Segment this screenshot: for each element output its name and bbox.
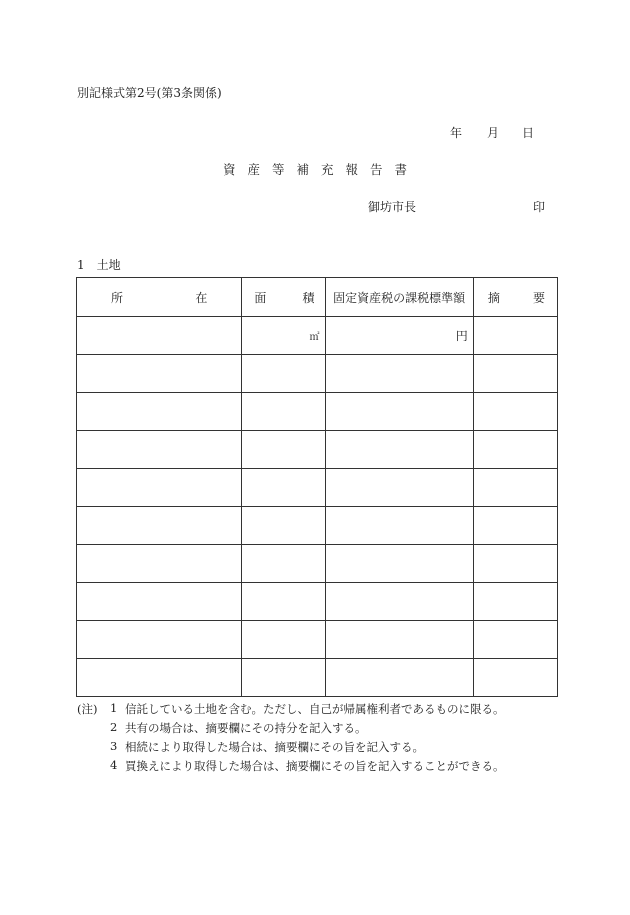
area-cell[interactable]: [242, 393, 325, 431]
header-area: [242, 278, 325, 317]
table-header-row: [77, 278, 558, 317]
area-cell[interactable]: [242, 659, 325, 697]
assessed-value-cell[interactable]: [325, 621, 473, 659]
remarks-cell[interactable]: [473, 583, 557, 621]
assessed-value-cell[interactable]: [325, 545, 473, 583]
location-cell[interactable]: [77, 621, 242, 659]
note-item: [77, 739, 505, 758]
section-label: 土地: [96, 258, 121, 272]
remarks-cell[interactable]: [473, 507, 557, 545]
area-cell[interactable]: [242, 431, 325, 469]
header-assessed-value: [325, 278, 473, 317]
assessed-value-cell[interactable]: [325, 659, 473, 697]
note-number: 2: [110, 720, 118, 734]
area-unit: ㎡: [309, 332, 320, 343]
area-cell[interactable]: [242, 621, 325, 659]
header-area-char-2: 積: [302, 290, 315, 305]
remarks-cell[interactable]: [473, 393, 557, 431]
note-number: 3: [110, 739, 118, 753]
remarks-cell[interactable]: [473, 355, 557, 393]
header-remarks-char-2: 要: [532, 290, 545, 305]
location-cell[interactable]: [77, 583, 242, 621]
table-row: [77, 507, 558, 545]
remarks-cell[interactable]: [473, 317, 557, 355]
assessed-value-cell[interactable]: [325, 393, 473, 431]
header-remarks-char-1: 摘: [487, 290, 500, 305]
section-number: 1: [77, 258, 85, 272]
date-year-label: 年: [450, 126, 463, 140]
location-cell[interactable]: [77, 545, 242, 583]
remarks-cell[interactable]: [473, 469, 557, 507]
remarks-cell[interactable]: [473, 621, 557, 659]
assessed-value-unit: 円: [455, 329, 468, 343]
table-row: [77, 621, 558, 659]
note-number: 4: [110, 758, 118, 772]
location-cell[interactable]: [77, 431, 242, 469]
form-reference: 別記様式第2号(第3条関係): [77, 86, 222, 100]
assessed-value-cell[interactable]: [325, 431, 473, 469]
note-text: 共有の場合は、摘要欄にその持分を記入する。: [125, 721, 367, 735]
assessed-value-cell[interactable]: [325, 355, 473, 393]
location-cell[interactable]: [77, 469, 242, 507]
remarks-cell[interactable]: [473, 545, 557, 583]
header-area-char-1: 面: [254, 290, 267, 305]
note-text: 信託している土地を含む。ただし、自己が帰属権利者であるものに限る。: [125, 702, 505, 716]
remarks-cell[interactable]: [473, 659, 557, 697]
assessed-value-cell[interactable]: [325, 507, 473, 545]
area-cell[interactable]: [242, 583, 325, 621]
area-cell[interactable]: [242, 317, 325, 355]
area-cell[interactable]: [242, 355, 325, 393]
note-text: 相続により取得した場合は、摘要欄にその旨を記入する。: [125, 740, 424, 754]
notes: [77, 701, 505, 777]
location-cell[interactable]: [77, 507, 242, 545]
notes-label: (注): [77, 702, 98, 716]
location-cell[interactable]: [77, 393, 242, 431]
header-location-char-1: 所: [111, 290, 124, 305]
header-assessed-value-label: 固定資産税の課税標準額: [333, 290, 466, 305]
note-number: 1: [110, 701, 118, 715]
area-cell[interactable]: [242, 545, 325, 583]
table-row: [77, 355, 558, 393]
table-row: [77, 317, 558, 355]
location-cell[interactable]: [77, 317, 242, 355]
table-row: [77, 431, 558, 469]
table-row: [77, 469, 558, 507]
date-day-label: 日: [522, 126, 535, 140]
assessed-value-cell[interactable]: [325, 469, 473, 507]
note-item: [77, 758, 505, 777]
recipient: 御坊市長: [368, 200, 417, 214]
date-month-label: 月: [487, 126, 500, 140]
document-title: 資産等補充報告書: [223, 162, 420, 177]
header-remarks: [473, 278, 557, 317]
note-text: 買換えにより取得した場合は、摘要欄にその旨を記入することができる。: [125, 759, 505, 773]
area-cell[interactable]: [242, 469, 325, 507]
assessed-value-cell[interactable]: [325, 317, 473, 355]
note-item: [77, 720, 505, 739]
assessed-value-cell[interactable]: [325, 583, 473, 621]
table-row: [77, 393, 558, 431]
table-row: [77, 583, 558, 621]
table-row: [77, 659, 558, 697]
table-row: [77, 545, 558, 583]
location-cell[interactable]: [77, 355, 242, 393]
land-table: [76, 277, 558, 697]
location-cell[interactable]: [77, 659, 242, 697]
header-location-char-2: 在: [195, 290, 208, 305]
note-item: [77, 701, 505, 720]
header-location: [77, 278, 242, 317]
area-cell[interactable]: [242, 507, 325, 545]
remarks-cell[interactable]: [473, 431, 557, 469]
seal-mark: 印: [533, 200, 546, 214]
section-heading: [77, 256, 121, 273]
